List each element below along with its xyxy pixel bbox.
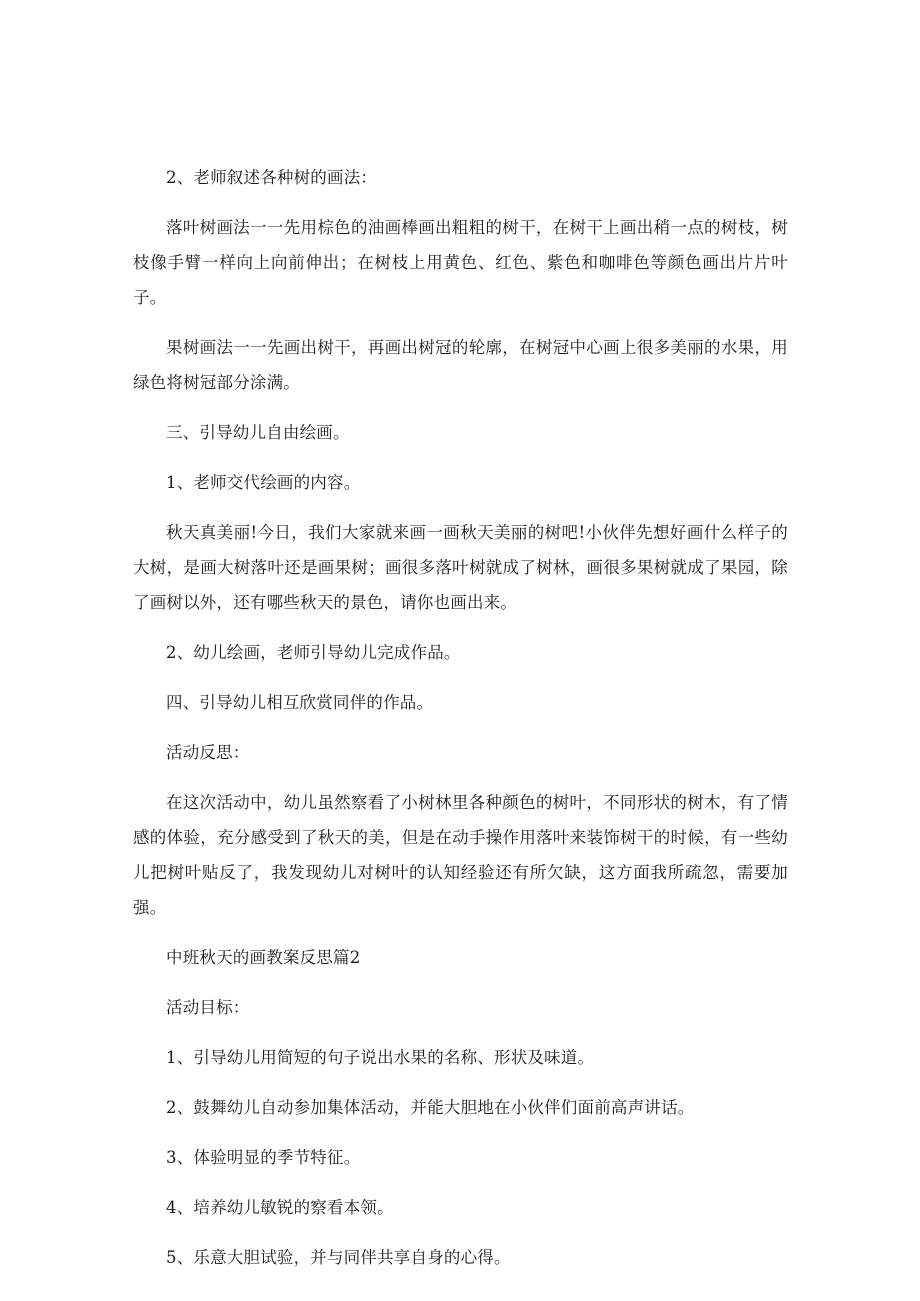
reflection-heading: 活动反思： [166,743,250,762]
goal-item: 5、乐意大胆试验，并与同伴共享自身的心得。 [166,1248,511,1267]
goal-item: 1、引导幼儿用简短的句子说出水果的名称、形状及味道。 [166,1048,595,1067]
section-heading: 四、引导幼儿相互欣赏同伴的作品。 [166,693,434,712]
paragraph-autumn: 秋天真美丽!今日，我们大家就来画一画秋天美丽的树吧!小伙伴先想好画什么样子的大树，是画大树落叶还是画果树；画很多落叶树就成了树林，画很多果树就成了果园，除了画树以外，还有哪些秋天的景色，请你也画出来。 [133,523,788,612]
goals-heading: 活动目标： [166,998,250,1017]
step-heading: 2、幼儿绘画，老师引导幼儿完成作品。 [166,643,461,662]
section-heading: 三、引导幼儿自由绘画。 [166,423,350,442]
document-body [133,160,788,1290]
goal-item: 2、鼓舞幼儿自动参加集体活动，并能大胆地在小伙伴们面前高声讲话。 [166,1098,695,1117]
step-heading: 2、老师叙述各种树的画法： [166,168,378,187]
paragraph-fruit-tree: 果树画法一一先画出树干，再画出树冠的轮廓，在树冠中心画上很多美丽的水果，用绿色将树冠部分涂满。 [133,338,788,392]
paragraph-reflection: 在这次活动中，幼儿虽然察看了小树林里各种颜色的树叶，不同形状的树木，有了情感的体验，充分感受到了秋天的美，但是在动手操作用落叶来装饰树干的时候，有一些幼儿把树叶贴反了，我发现幼儿对树叶的认知经验还有所欠缺，这方面我所疏忽，需要加强。 [133,793,788,917]
goal-item: 4、培养幼儿敏锐的察看本领。 [166,1198,394,1217]
step-heading: 1、老师交代绘画的内容。 [166,473,361,492]
paragraph-deciduous-tree: 落叶树画法一一先用棕色的油画棒画出粗粗的树干，在树干上画出稍一点的树枝，树枝像手臂一样向上向前伸出；在树枝上用黄色、红色、紫色和咖啡色等颜色画出片片叶子。 [133,218,788,307]
article-title: 中班秋天的画教案反思篇2 [166,948,361,967]
goal-item: 3、体验明显的季节特征。 [166,1148,361,1167]
